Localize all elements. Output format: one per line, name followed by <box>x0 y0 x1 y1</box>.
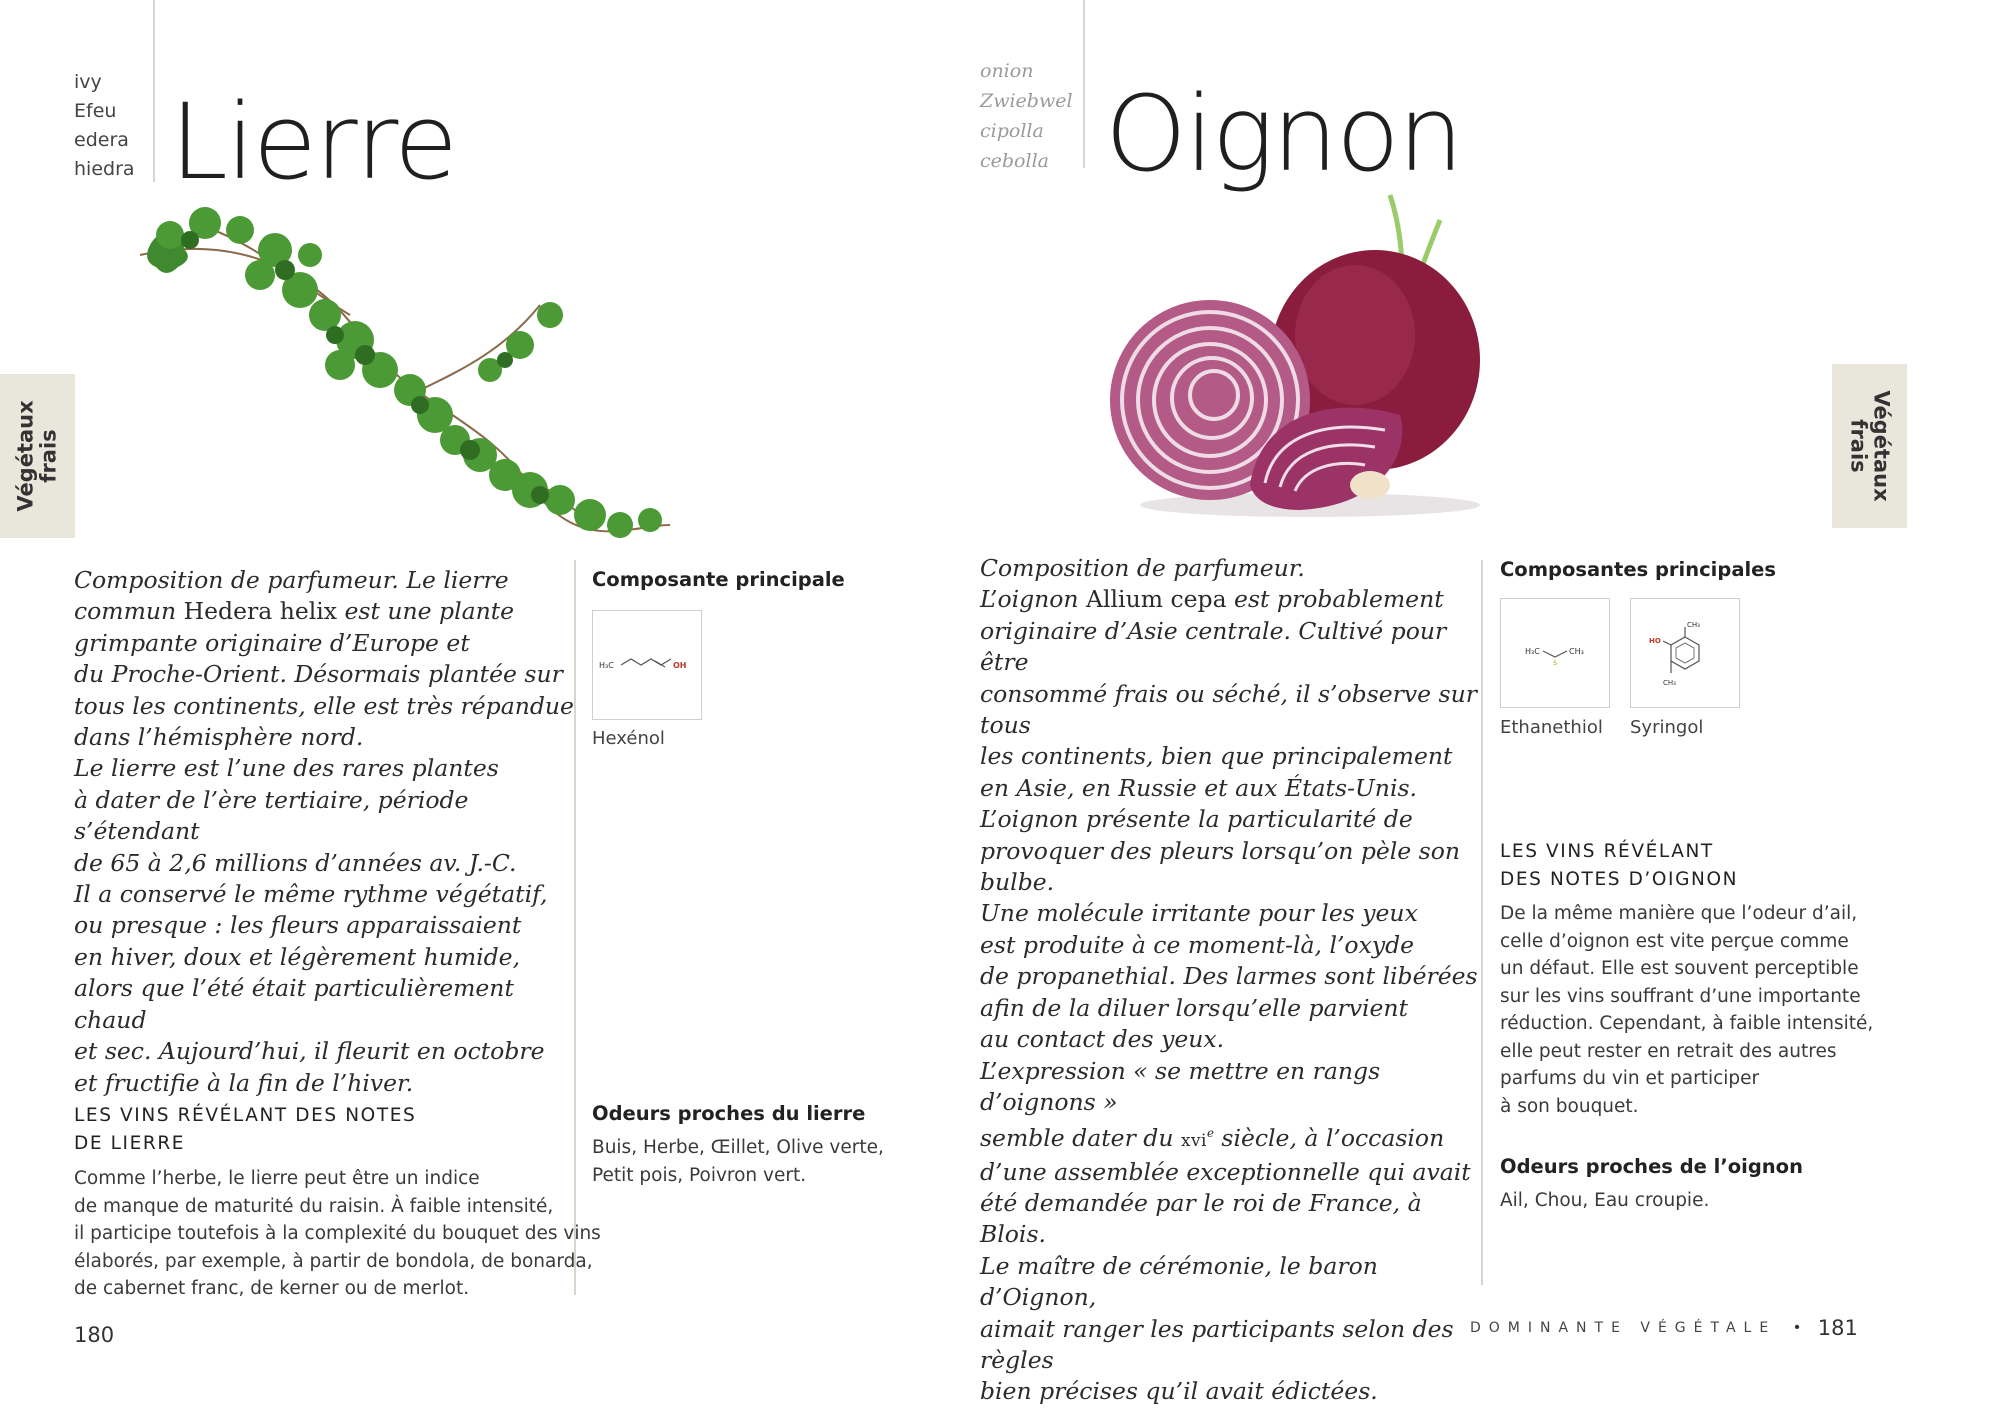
page-title-lierre: Lierre <box>170 81 457 203</box>
molecule-caption-syringol: Syringol <box>1630 717 1704 738</box>
desc-line: grimpante originaire d’Europe et <box>74 628 470 657</box>
translation-es: cebolla <box>980 150 1049 172</box>
column-divider-right <box>1481 560 1483 1285</box>
desc-line: en Asie, en Russie et aux États-Unis. <box>980 773 1417 802</box>
desc-line: d’une assemblée exceptionnelle qui avait <box>980 1157 1471 1186</box>
formula-left: H₃C <box>599 661 614 670</box>
formula-right: CH₃ <box>1569 647 1584 656</box>
desc-line: provoquer des pleurs lorsqu’on pèle son bulbe. <box>980 836 1461 897</box>
related-text-right: Ail, Chou, Eau croupie. <box>1500 1190 1710 1211</box>
title-divider-right <box>1083 0 1085 168</box>
desc-line: afin de la diluer lorsqu’elle parvient <box>980 993 1409 1022</box>
footer-right <box>1470 1316 1858 1340</box>
wines-heading-left: LES VINS RÉVÉLANT DES NOTES DE LIERRE <box>74 1105 417 1154</box>
running-footer: DOMINANTE VÉGÉTALE <box>1470 1320 1777 1336</box>
section-tab-line1: Végétaux <box>1869 390 1894 502</box>
onion-image <box>1100 185 1540 525</box>
component-heading-left: Composante principale <box>592 568 845 591</box>
related-heading-right: Odeurs proches de l’oignon <box>1500 1155 1803 1178</box>
desc-line: Le maître de cérémonie, le baron d’Oignon, <box>980 1251 1378 1312</box>
ethanethiol-structure <box>1501 599 1609 707</box>
latin-name: Hedera helix <box>183 597 338 626</box>
desc-line: et fructifie à la fin de l’hiver. <box>74 1068 414 1097</box>
page-title-oignon: Oignon <box>1105 73 1462 195</box>
related-text-left: Buis, Herbe, Œillet, Olive verte, Petit pois, Poivron vert. <box>592 1137 884 1186</box>
desc-line: L’oignon présente la particularité de <box>980 805 1413 834</box>
desc-line: Composition de parfumeur. Le lierre <box>74 566 509 594</box>
svg-text:S: S <box>1553 660 1557 667</box>
desc-line: originaire d’Asie centrale. Cultivé pour être <box>980 616 1447 677</box>
century-sup: e <box>1206 1126 1214 1141</box>
desc-line: tous les continents, elle est très répandue <box>74 691 574 720</box>
molecule-ethanethiol <box>1500 598 1610 708</box>
desc-line: commun Hedera helix est une plante <box>74 597 515 626</box>
desc-line: Le lierre est l’une des rares plantes <box>74 754 499 783</box>
oignon-translations <box>980 56 1073 176</box>
syringol-structure <box>1631 599 1739 707</box>
footer-bullet: • <box>1794 1319 1800 1336</box>
molecule-caption-hexenol: Hexénol <box>592 728 665 749</box>
desc-line: L’expression « se mettre en rangs d’oignons » <box>980 1056 1381 1116</box>
latin-name: Allium cepa <box>1086 585 1227 614</box>
desc-line: ou presque : les fleurs apparaissaient <box>74 911 522 940</box>
desc-line: est produite à ce moment-là, l’oxyde <box>980 930 1415 959</box>
syringol-label-top: CH₃ <box>1687 621 1700 629</box>
hexenol-structure <box>593 611 701 719</box>
desc-line: Une molécule irritante pour les yeux <box>980 899 1418 928</box>
component-heading-right: Composantes principales <box>1500 558 1776 581</box>
molecule-caption-ethanethiol: Ethanethiol <box>1500 717 1603 738</box>
section-tab-line2: frais <box>36 429 61 483</box>
oignon-description <box>980 553 1480 1408</box>
molecule-syringol <box>1630 598 1740 708</box>
wines-text-right: De la même manière que l’odeur d’ail, celle d’oignon est vite perçue comme un défaut. Elle est souvent perceptible sur les vins souffrant d’une importante réduction. Cependant, à faible intensité, elle peut rester en retrait des autres parfums du vin et participer à son bouquet. <box>1500 903 1874 1117</box>
desc-line: à dater de l’ère tertiaire, période s’étendant <box>74 785 469 846</box>
desc-line: consommé frais ou séché, il s’observe sur tous <box>980 679 1477 740</box>
desc-line: alors que l’été était particulièrement chaud <box>74 974 514 1034</box>
wines-text-left: Comme l’herbe, le lierre peut être un indice de manque de maturité du raisin. À faible intensité, il participe toutefois à la complexité du bouquet des vins élaborés, par exemple, à partir de bondola, de bonarda, de cabernet franc, de kerner ou de merlot. <box>74 1168 601 1299</box>
translation-de: Efeu <box>74 100 117 122</box>
page-number-left: 180 <box>74 1323 115 1347</box>
page-number-right: 181 <box>1817 1316 1858 1340</box>
desc-line: au contact des yeux. <box>980 1025 1225 1054</box>
desc-line: en hiver, doux et légèrement humide, <box>74 942 521 971</box>
desc-line: aimait ranger les participants selon des règles <box>980 1314 1454 1374</box>
section-tab-line2: frais <box>1846 419 1871 473</box>
translation-en: onion <box>980 60 1034 82</box>
desc-line: été demandée par le roi de France, à Blois. <box>980 1188 1422 1249</box>
desc-line: semble dater du xvi$^e$ siècle, à l’occasion <box>980 1124 1445 1153</box>
title-divider-left <box>153 0 155 182</box>
desc-line: L’oignon Allium cepa est probablement <box>980 585 1444 614</box>
desc-line: de 65 à 2,6 millions d’années av. J.-C. <box>74 848 517 877</box>
molecule-hexenol <box>592 610 702 720</box>
lierre-translations <box>74 68 135 184</box>
wines-heading-right: LES VINS RÉVÉLANT DES NOTES D’OIGNON <box>1500 841 1739 890</box>
translation-en: ivy <box>74 71 102 93</box>
translation-it: edera <box>74 129 129 151</box>
syringol-label-bottom: CH₃ <box>1663 679 1676 687</box>
translation-de: Zwiebwel <box>980 90 1073 112</box>
syringol-label-ho: HO <box>1649 637 1661 645</box>
ivy-image <box>110 195 730 575</box>
lierre-description <box>74 565 574 1099</box>
desc-line: dans l’hémisphère nord. <box>74 723 364 752</box>
desc-line: et sec. Aujourd’hui, il fleurit en octobre <box>74 1037 545 1066</box>
desc-line: de propanethial. Des larmes sont libérées <box>980 962 1478 991</box>
desc-line: bien précises qu’il avait édictées. <box>980 1377 1378 1406</box>
section-tab-left <box>0 374 75 538</box>
desc-line: du Proche-Orient. Désormais plantée sur <box>74 660 563 689</box>
desc-line: Composition de parfumeur. <box>980 554 1305 582</box>
desc-line: les continents, bien que principalement <box>980 742 1453 771</box>
section-tab-line1: Végétaux <box>13 400 38 512</box>
related-heading-left: Odeurs proches du lierre <box>592 1102 866 1125</box>
desc-line: Il a conservé le même rythme végétatif, <box>74 880 548 909</box>
section-tab-right <box>1832 364 1907 528</box>
translation-it: cipolla <box>980 120 1044 142</box>
translation-es: hiedra <box>74 158 135 180</box>
formula-left: H₃C <box>1525 647 1540 656</box>
formula-right: OH <box>673 661 687 670</box>
century-numeral: xvi <box>1180 1130 1207 1151</box>
